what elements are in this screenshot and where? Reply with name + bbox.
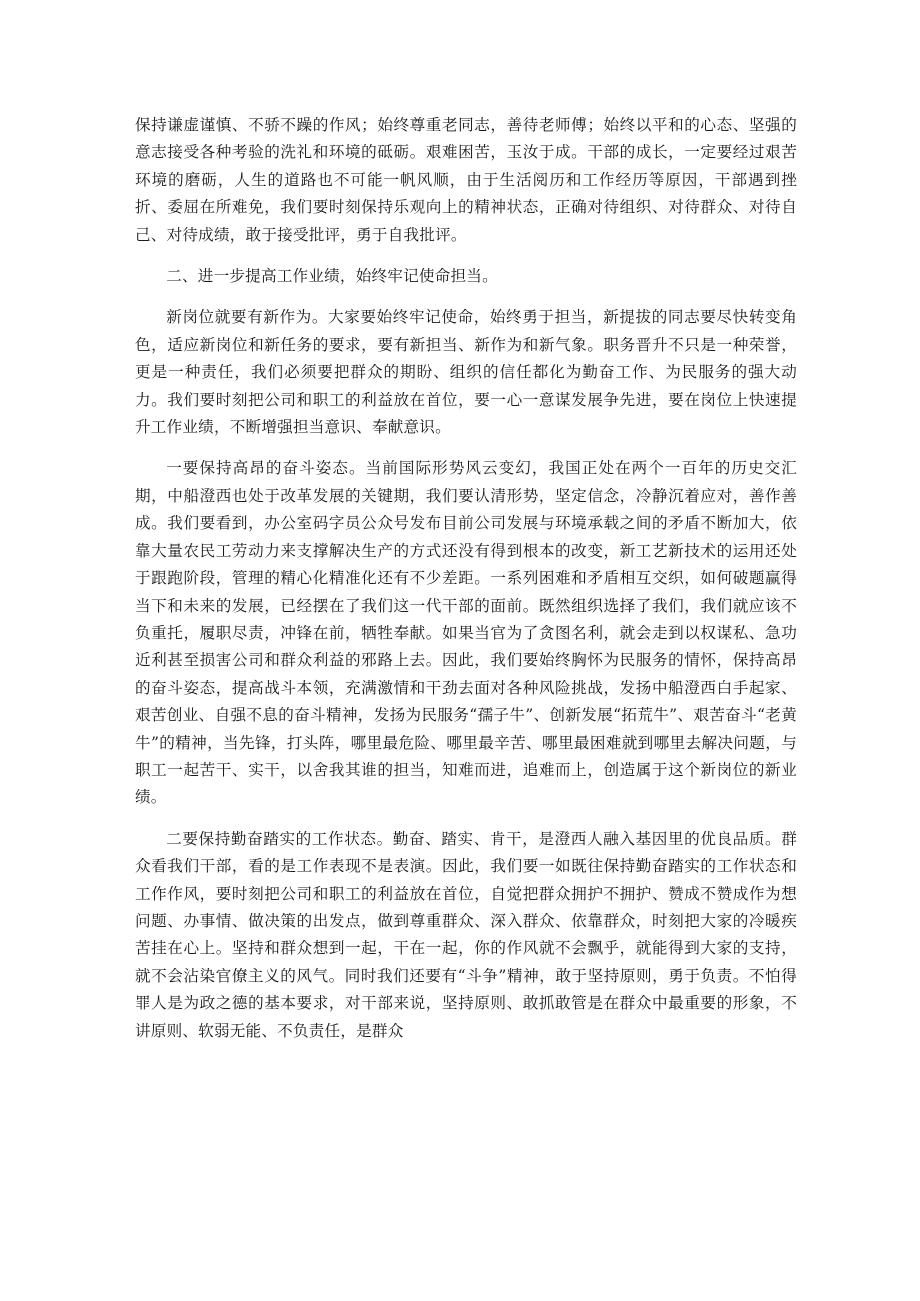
document-page <box>135 112 797 1059</box>
paragraph: 一要保持高昂的奋斗姿态。当前国际形势风云变幻，我国正处在两个一百年的历史交汇期，中船澄西也处于改革发展的关键期，我们要认清形势，坚定信念，冷静沉着应对，善作善成。我们要看到，办公室码字员公众号发布目前公司发展与环境承载之间的矛盾不断加大，依靠大量农民工劳动力来支撑解决生产的方式还没有得到根本的改变，新工艺新技术的运用还处于跟跑阶段，管理的精心化精准化还有不少差距。一系列困难和矛盾相互交织，如何破题赢得当下和未来的发展，已经摆在了我们这一代干部的面前。既然组织选择了我们，我们就应该不负重托，履职尽责，冲锋在前，牺牲奉献。如果当官为了贪图名利，就会走到以权谋私、急功近利甚至损害公司和群众利益的邪路上去。因此，我们要始终胸怀为民服务的情怀，保持高昂的奋斗姿态，提高战斗本领，充满激情和干劲去面对各种风险挑战，发扬中船澄西白手起家、艰苦创业、自强不息的奋斗精神，发扬为民服务“孺子牛”、创新发展“拓荒牛”、艰苦奋斗“老黄牛”的精神，当先锋，打头阵，哪里最危险、哪里最辛苦、哪里最困难就到哪里去解决问题，与职工一起苦干、实干，以舍我其谁的担当，知难而进，追难而上，创造属于这个新岗位的新业绩。 <box>135 459 797 807</box>
section-heading: 二、进一步提高工作业绩，始终牢记使命担当。 <box>166 267 498 286</box>
paragraph: 新岗位就要有新作为。大家要始终牢记使命，始终勇于担当，新提拔的同志要尽快转变角色，适应新岗位和新任务的要求，要有新担当、新作为和新气象。职务晋升不只是一种荣誉，更是一种责任，我们必须要把群众的期盼、组织的信任都化为勤奋工作、为民服务的强大动力。我们要时刻把公司和职工的利益放在首位，要一心一意谋发展争先进，要在岗位上快速提升工作业绩，不断增强担当意识、奉献意识。 <box>135 308 797 437</box>
paragraph-continued: 保持谦虚谨慎、不骄不躁的作风；始终尊重老同志，善待老师傅；始终以平和的心态、坚强的意志接受各种考验的洗礼和环境的砥砺。艰难困苦，玉汝于成。干部的成长，一定要经过艰苦环境的磨砺，人生的道路也不可能一帆风顺，由于生活阅历和工作经历等原因，干部遇到挫折、委屈在所难免，我们要时刻保持乐观向上的精神状态，正确对待组织、对待群众、对待自己、对待成绩，敢于接受批评，勇于自我批评。 <box>135 116 797 244</box>
paragraph: 二要保持勤奋踏实的工作状态。勤奋、踏实、肯干，是澄西人融入基因里的优良品质。群众看我们干部，看的是工作表现不是表演。因此，我们要一如既往保持勤奋踏实的工作状态和工作作风，要时刻把公司和职工的利益放在首位，自觉把群众拥护不拥护、赞成不赞成作为想问题、办事情、做决策的出发点，做到尊重群众、深入群众、依靠群众，时刻把大家的冷暖疾苦挂在心上。坚持和群众想到一起，干在一起，你的作风就不会飘乎，就能得到大家的支持，就不会沾染官僚主义的风气。同时我们还要有“斗争”精神，敢于坚持原则，勇于负责。不怕得罪人是为政之德的基本要求，对干部来说，坚持原则、敢抓敢管是在群众中最重要的形象，不讲原则、软弱无能、不负责任，是群众 <box>135 829 797 1040</box>
